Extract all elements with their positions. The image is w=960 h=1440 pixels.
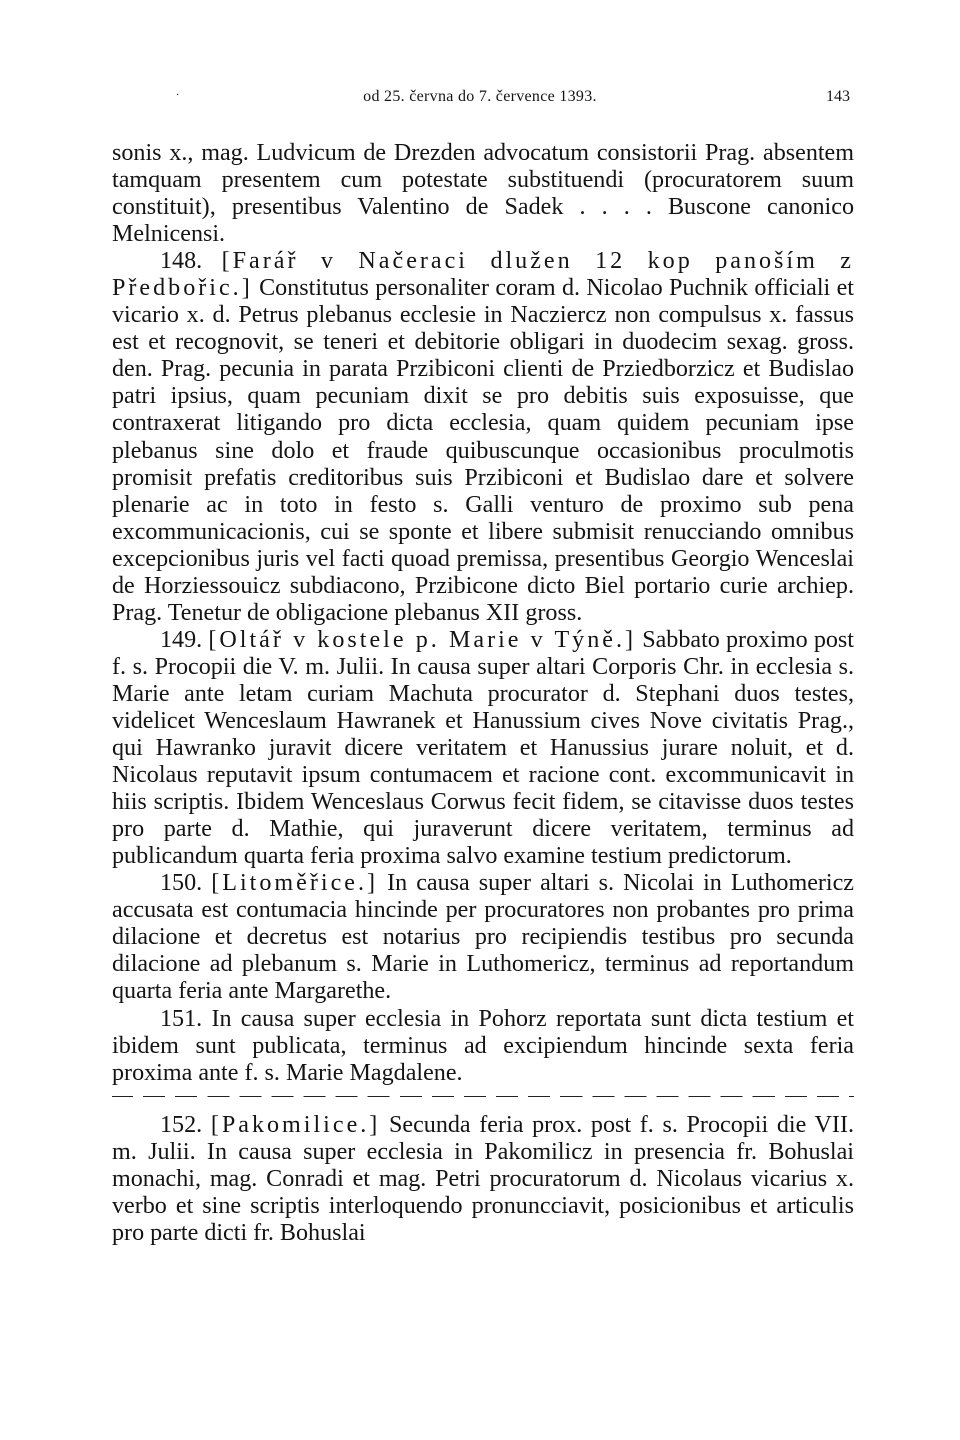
continued-paragraph (112, 140, 854, 248)
entry-150 (112, 870, 854, 1005)
header-mark: · (176, 90, 180, 101)
entry-number: 152. (160, 1111, 203, 1138)
paragraph-text: sonis x., mag. Ludvicum de Drezden advocatum consistorii Prag. absentem tamquam presentem cum potestate substituendi (procuratorem suum constituit), presentibus Valentino de Sadek . . . . Buscone canonico Melnicensi. (112, 140, 854, 248)
entry-title: [Farář v Načeraci dlužen 12 kop panoším z Předbořic.] (112, 248, 855, 302)
page-number: 143 (826, 88, 850, 105)
entry-149 (112, 627, 854, 870)
entry-text: In causa super ecclesia in Pohorz reportata sunt dicta testium et ibidem sunt publicata, terminus ad excipiendum hincinde sexta feria proxima ante f. s. Marie Magdalene. (112, 1005, 854, 1086)
entry-title: [Oltář v kostele p. Marie v Týně.] (208, 626, 637, 653)
entry-text: Constitutus personaliter coram d. Nicolao Puchnik officiali et vicario x. d. Petrus plebanus ecclesie in Nacziercz non compulsus x. fassus est et recognovit, se teneri et debitorie obligari in duodecim sexag. gross. den. Prag. pecunia in parata Przibiconi clienti de Prziedborzicz et Budislao patri ipsius, quam pecuniam dixit se pro debitis suis exposuisse, que contraxerat litigando pro dicta ecclesia, quam quidem pecuniam ipse plebanus sine dolo et fraude quibuscunque occasionibus proculmotis promisit prefatis creditoribus suis Przibiconi et Budislao dare et solvere plenarie ac in toto in festo s. Galli venturo de proximo sub pena excommunicacionis, cui se sponte et libere submisit renucciando omnibus excepcionibus juris vel facti quoad premissa, presentibus Georgio Wenceslai de Horziessouicz subdiacono, Przibicone dicto Biel portario curie archiep. Prag. Tenetur de obligacione plebanus XII gross. (112, 275, 855, 626)
entry-152 (112, 1112, 854, 1247)
entry-number: 150. (160, 870, 203, 897)
entry-number: 148. (160, 248, 203, 275)
entry-151 (112, 1006, 854, 1087)
entry-text: Sabbato proximo post f. s. Procopii die V. m. Julii. In causa super altari Corporis Chr. in ecclesia s. Marie ante letam curiam Machuta procurator d. Stephani duos testes, videlicet Wenceslaum Hawranek et Hanussium cives Nove civitatis Prag., qui Hawranko juravit dicere veritatem et Hanussius jurare noluit, et d. Nicolaus reputavit ipsum contumacem et racione cont. excommunicavit in hiis scriptis. Ibidem Wenceslaus Corwus fecit fidem, se citavisse duos testes pro parte d. Mathie, qui juraverunt dicere veritatem, terminus ad publicandum quarta feria proxima salvo examine testium predictorum. (112, 626, 854, 870)
entry-148 (112, 248, 854, 627)
running-title: od 25. června do 7. července 1393. (363, 88, 597, 105)
entry-number: 149. (160, 626, 203, 653)
running-header (110, 88, 850, 112)
entry-title: [Litoměřice.] (211, 870, 379, 897)
section-divider (112, 1096, 854, 1098)
entry-text: In causa super altari s. Nicolai in Luthomericz accusata est contumacia hincinde per procuratores non probantes pro prima dilacione et decretus est notarius pro recipiendis testibus pro secunda dilacione ad plebanum s. Marie in Luthomericz, terminus ad reportandum quarta feria ante Margarethe. (112, 870, 854, 1005)
entry-number: 151. (160, 1005, 203, 1032)
page-body (112, 140, 854, 1247)
entry-title: [Pakomilice.] (210, 1111, 381, 1138)
entry-text: Secunda feria prox. post f. s. Procopii die VII. m. Julii. In causa super ecclesia in Pakomilicz in presencia fr. Bohuslai monachi, mag. Conradi et mag. Petri procuratorum d. Nicolaus vicarius x. verbo et sine scriptis interloquendo pronuncciavit, posicionibus et articulis pro parte dicti fr. Bohuslai (112, 1111, 854, 1246)
